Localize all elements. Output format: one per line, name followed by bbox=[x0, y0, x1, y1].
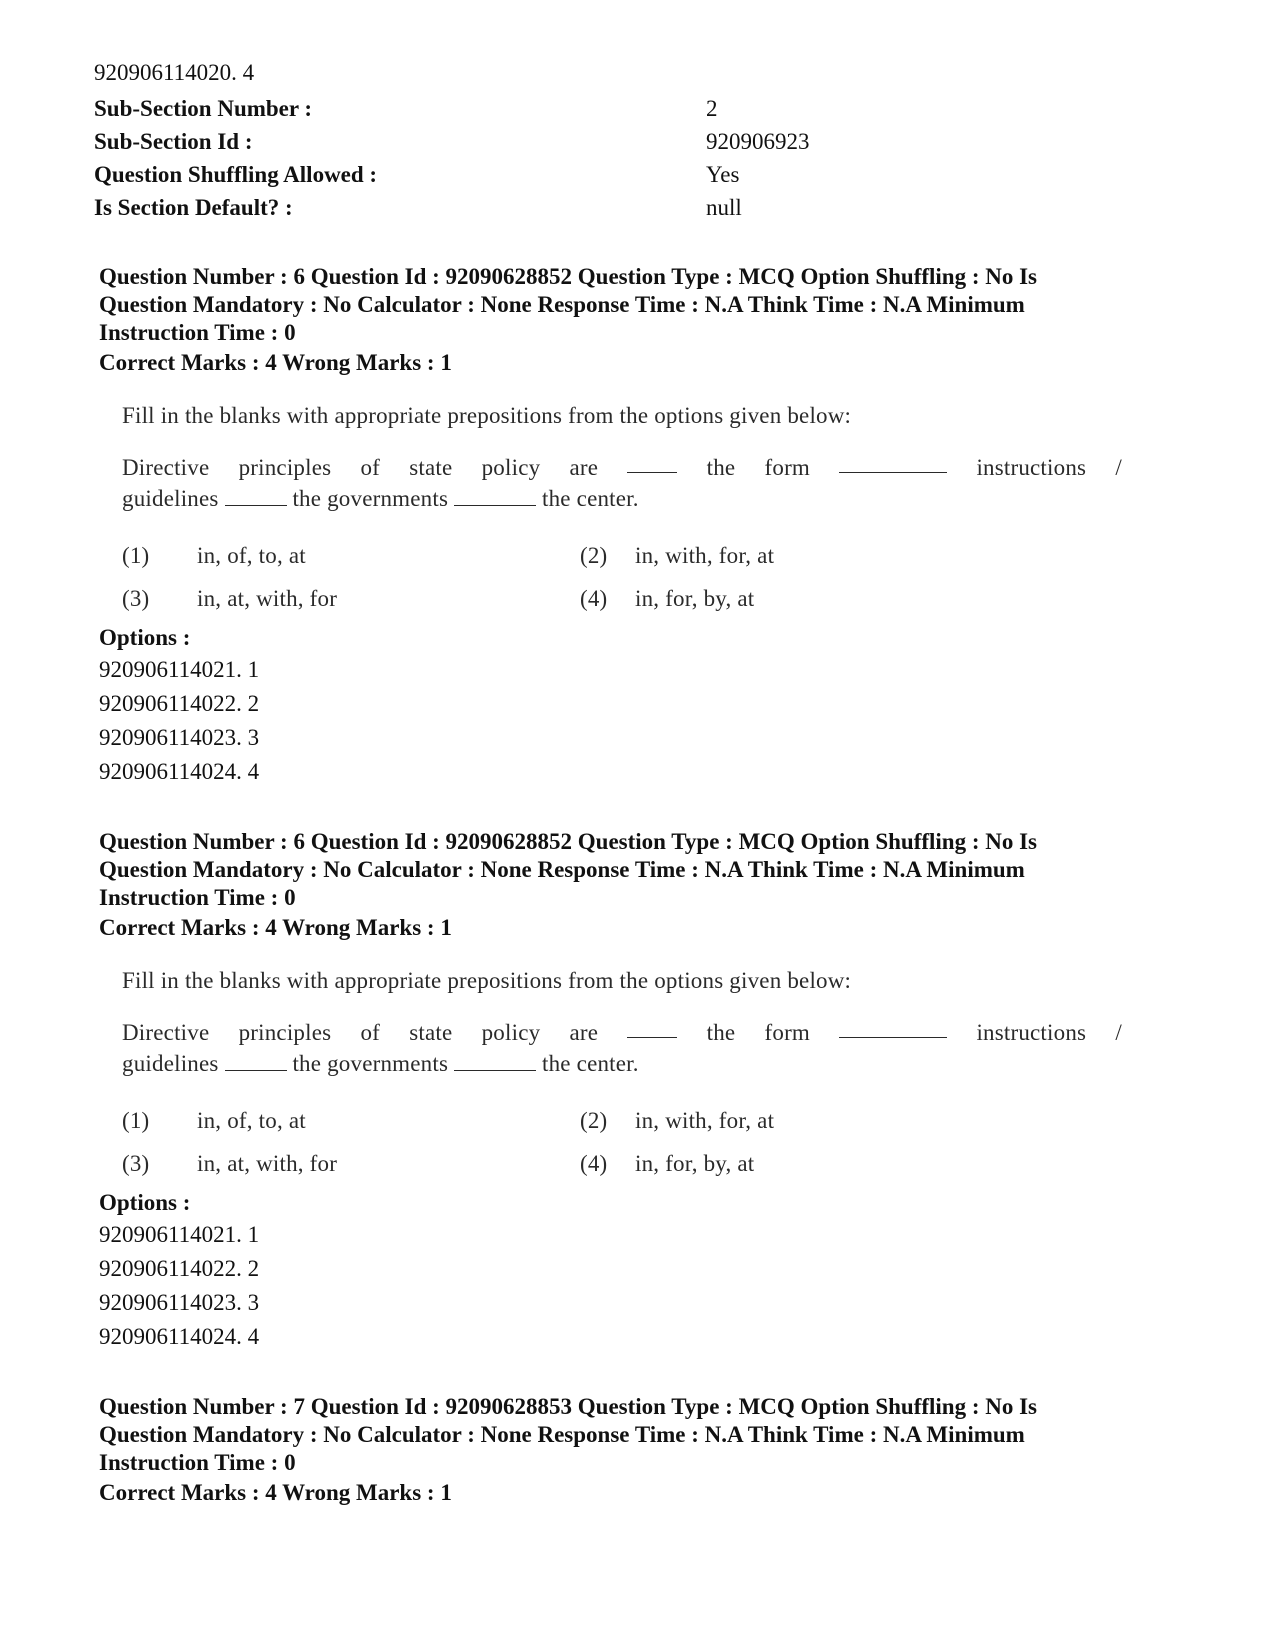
choice-text: in, with, for, at bbox=[635, 1107, 775, 1133]
question-shuffling-label: Question Shuffling Allowed : bbox=[94, 162, 378, 187]
question-marks: Correct Marks : 4 Wrong Marks : 1 bbox=[99, 915, 452, 940]
question-image bbox=[122, 965, 1122, 1185]
choice-text: in, at, with, for bbox=[197, 585, 338, 611]
statement-word: instructions bbox=[976, 1020, 1087, 1045]
statement-word: the bbox=[706, 1020, 736, 1045]
choice-number: (4) bbox=[580, 1150, 608, 1176]
option-id: 920906114022. 2 bbox=[99, 691, 260, 716]
statement-word: state bbox=[409, 455, 453, 480]
statement-word: policy bbox=[481, 455, 541, 480]
statement-word: form bbox=[764, 455, 811, 480]
choice-3 bbox=[122, 586, 612, 612]
question-marks: Correct Marks : 4 Wrong Marks : 1 bbox=[99, 350, 452, 375]
statement-word: are bbox=[569, 1020, 599, 1045]
answer-choices bbox=[122, 534, 1122, 620]
fill-blank bbox=[225, 1050, 287, 1071]
statement-word: principles bbox=[238, 1020, 332, 1045]
statement-word: state bbox=[409, 1020, 453, 1045]
statement-word: instructions bbox=[976, 455, 1087, 480]
fill-blank bbox=[225, 485, 287, 506]
choice-number: (3) bbox=[122, 1150, 150, 1176]
statement-word: the center. bbox=[542, 486, 639, 511]
choice-number: (2) bbox=[580, 542, 608, 568]
question-header: Question Number : 6 Question Id : 92090628852 Question Type : MCQ Option Shuffling : No Is Question Mandatory : No Calculator : None Response Time : N.A Think Time : N.A Minimum Instruction Time : 0 bbox=[99, 264, 1038, 345]
statement-word: of bbox=[360, 455, 381, 480]
question-instruction: Fill in the blanks with appropriate prepositions from the options given below: bbox=[122, 403, 852, 428]
option-id: 920906114021. 1 bbox=[99, 657, 260, 682]
choice-text: in, of, to, at bbox=[197, 1107, 306, 1133]
statement-word: policy bbox=[481, 1020, 541, 1045]
choice-2 bbox=[580, 1108, 1070, 1134]
statement-word: the governments bbox=[292, 486, 449, 511]
question-statement bbox=[122, 1017, 1122, 1079]
choice-4 bbox=[580, 586, 1070, 612]
statement-word: are bbox=[569, 455, 599, 480]
statement-word: / bbox=[1115, 455, 1122, 480]
fill-blank bbox=[839, 1017, 947, 1038]
statement-word: of bbox=[360, 1020, 381, 1045]
choice-number: (1) bbox=[122, 542, 150, 568]
choice-number: (1) bbox=[122, 1107, 150, 1133]
fill-blank bbox=[454, 485, 536, 506]
choice-text: in, for, by, at bbox=[635, 585, 755, 611]
statement-word: form bbox=[764, 1020, 811, 1045]
statement-word: guidelines bbox=[122, 1051, 219, 1076]
option-id: 920906114023. 3 bbox=[99, 1290, 260, 1315]
statement-word: Directive bbox=[122, 1020, 210, 1045]
options-label: Options : bbox=[99, 625, 191, 650]
section-default-value: null bbox=[706, 195, 742, 220]
choice-number: (4) bbox=[580, 585, 608, 611]
statement-word: the governments bbox=[292, 1051, 449, 1076]
option-id-list bbox=[99, 653, 259, 789]
question-shuffling-value: Yes bbox=[706, 162, 740, 187]
statement-word: principles bbox=[238, 455, 332, 480]
answer-choices bbox=[122, 1099, 1122, 1185]
option-id: 920906114021. 1 bbox=[99, 1222, 260, 1247]
choice-text: in, at, with, for bbox=[197, 1150, 338, 1176]
subsection-number-label: Sub-Section Number : bbox=[94, 96, 313, 121]
question-image bbox=[122, 400, 1122, 620]
choice-text: in, with, for, at bbox=[635, 542, 775, 568]
choice-number: (3) bbox=[122, 585, 150, 611]
previous-option-id: 920906114020. 4 bbox=[94, 60, 255, 85]
subsection-number-value: 2 bbox=[706, 96, 718, 121]
choice-1 bbox=[122, 543, 612, 569]
fill-blank bbox=[454, 1050, 536, 1071]
choice-text: in, for, by, at bbox=[635, 1150, 755, 1176]
choice-text: in, of, to, at bbox=[197, 542, 306, 568]
option-id: 920906114022. 2 bbox=[99, 1256, 260, 1281]
options-label: Options : bbox=[99, 1190, 191, 1215]
subsection-id-value: 920906923 bbox=[706, 129, 810, 154]
statement-word: the center. bbox=[542, 1051, 639, 1076]
statement-word: the bbox=[706, 455, 736, 480]
section-default-label: Is Section Default? : bbox=[94, 195, 293, 220]
choice-2 bbox=[580, 543, 1070, 569]
choice-4 bbox=[580, 1151, 1070, 1177]
option-id: 920906114024. 4 bbox=[99, 1324, 260, 1349]
fill-blank bbox=[627, 452, 677, 473]
statement-word: / bbox=[1115, 1020, 1122, 1045]
option-id: 920906114024. 4 bbox=[99, 759, 260, 784]
question-marks: Correct Marks : 4 Wrong Marks : 1 bbox=[99, 1480, 452, 1505]
choice-number: (2) bbox=[580, 1107, 608, 1133]
fill-blank bbox=[839, 452, 947, 473]
choice-1 bbox=[122, 1108, 612, 1134]
option-id-list bbox=[99, 1218, 259, 1354]
statement-word: Directive bbox=[122, 455, 210, 480]
question-header: Question Number : 7 Question Id : 92090628853 Question Type : MCQ Option Shuffling : No Is Question Mandatory : No Calculator : None Response Time : N.A Think Time : N.A Minimum Instruction Time : 0 bbox=[99, 1394, 1038, 1475]
choice-3 bbox=[122, 1151, 612, 1177]
subsection-id-label: Sub-Section Id : bbox=[94, 129, 253, 154]
fill-blank bbox=[627, 1017, 677, 1038]
question-statement bbox=[122, 452, 1122, 514]
question-instruction: Fill in the blanks with appropriate prepositions from the options given below: bbox=[122, 968, 852, 993]
question-header: Question Number : 6 Question Id : 92090628852 Question Type : MCQ Option Shuffling : No Is Question Mandatory : No Calculator : None Response Time : N.A Think Time : N.A Minimum Instruction Time : 0 bbox=[99, 829, 1038, 910]
statement-word: guidelines bbox=[122, 486, 219, 511]
option-id: 920906114023. 3 bbox=[99, 725, 260, 750]
